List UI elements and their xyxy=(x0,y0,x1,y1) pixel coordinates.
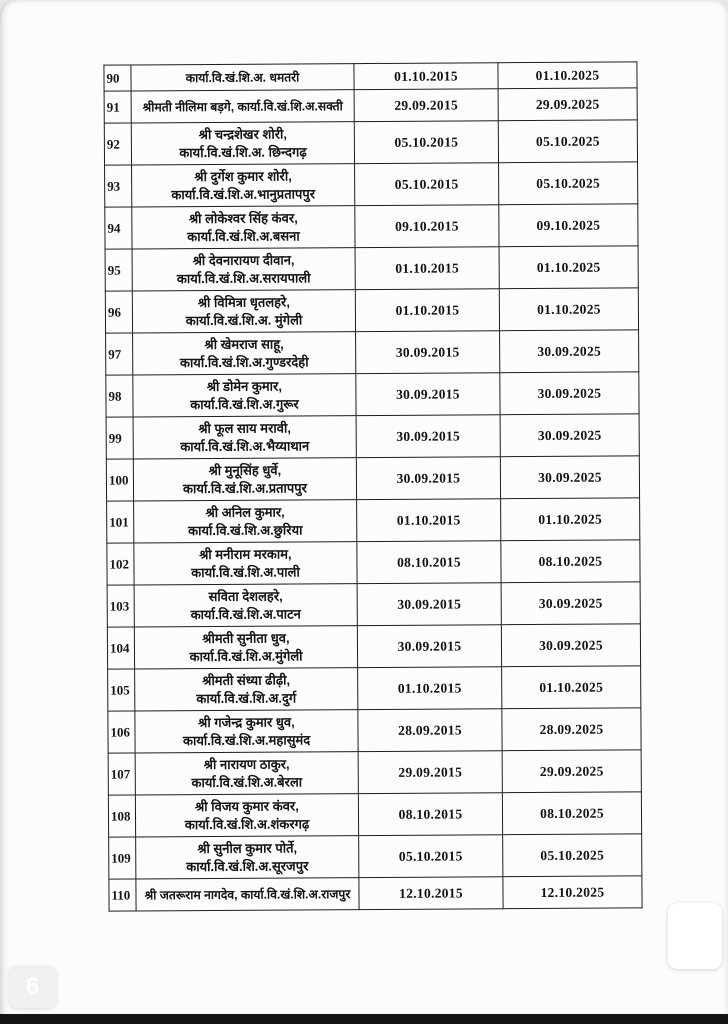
name-office-cell xyxy=(133,416,356,459)
name-office-cell xyxy=(134,500,357,543)
date-from-cell: 09.10.2015 xyxy=(355,205,499,248)
date-to-cell: 01.10.2025 xyxy=(501,498,640,541)
name-office-cell xyxy=(134,626,357,669)
name-line: श्री फूल साय मरावी, xyxy=(198,420,291,436)
date-to-cell: 01.10.2025 xyxy=(502,666,641,709)
name-line: श्री विजय कुमार कंवर, xyxy=(195,797,299,814)
serial-number-cell: 97 xyxy=(106,333,133,375)
scan-content xyxy=(103,61,642,911)
table-row xyxy=(109,876,642,911)
date-to-cell: 01.10.2025 xyxy=(498,62,637,89)
name-line: कार्या.वि.खं.शि.अ.दुर्ग xyxy=(196,689,297,706)
name-office-cell xyxy=(132,290,355,333)
serial-number-cell: 105 xyxy=(108,669,135,711)
name-line: सविता देशलहरे, xyxy=(208,588,283,604)
page-number-badge[interactable]: 6 xyxy=(9,966,56,1008)
serial-number-cell: 92 xyxy=(104,123,131,165)
name-line: श्री खेमराज साहू, xyxy=(204,336,284,352)
name-line: श्री चन्द्रशेखर शोरी, xyxy=(198,126,288,142)
date-from-cell: 01.10.2015 xyxy=(354,63,498,90)
date-from-cell: 30.09.2015 xyxy=(356,331,500,374)
serial-number-cell: 107 xyxy=(108,753,135,795)
table-row xyxy=(104,62,637,91)
date-to-cell: 30.09.2025 xyxy=(500,372,639,415)
date-to-cell: 30.09.2025 xyxy=(500,414,639,457)
date-to-cell: 05.10.2025 xyxy=(503,834,642,877)
date-from-cell: 28.09.2015 xyxy=(358,709,502,752)
name-office-cell xyxy=(136,878,359,911)
date-from-cell: 05.10.2015 xyxy=(354,121,498,164)
date-to-cell: 29.09.2025 xyxy=(502,750,641,793)
serial-number-cell: 102 xyxy=(107,543,134,585)
name-office-cell xyxy=(133,332,356,375)
table-row xyxy=(107,498,640,543)
date-from-cell: 30.09.2015 xyxy=(356,415,500,458)
date-to-cell: 12.10.2025 xyxy=(503,876,642,909)
name-office-cell xyxy=(134,542,357,585)
table-row xyxy=(106,372,639,417)
serial-number-cell: 101 xyxy=(107,501,134,543)
table-row xyxy=(104,88,637,123)
serial-number-cell: 100 xyxy=(106,459,133,501)
table-row xyxy=(107,540,640,585)
name-line: कार्या.वि.खं.शि.अ.बेरला xyxy=(191,773,303,790)
table-row xyxy=(104,120,637,165)
name-office-cell xyxy=(133,374,356,417)
name-office-cell xyxy=(134,584,357,627)
date-to-cell: 30.09.2025 xyxy=(500,330,639,373)
name-line: कार्या.वि.खं.शि.अ. मुंगेली xyxy=(185,311,303,328)
name-office-cell xyxy=(133,458,356,501)
bottom-bar xyxy=(0,1014,728,1024)
name-line: कार्या.वि.खं.शि.अ.गुरूर xyxy=(190,395,299,412)
name-line: कार्या.वि.खं.शि.अ.प्रतापपुर xyxy=(182,479,308,496)
name-line: श्री गजेन्द्र कुमार धुव, xyxy=(198,713,295,730)
name-office-cell xyxy=(131,64,354,91)
name-line: श्री नारायण ठाकुर, xyxy=(203,756,290,772)
table-row xyxy=(105,204,638,249)
name-line: कार्या.वि.खं.शि.अ. छिन्दगढ़ xyxy=(179,143,307,160)
date-to-cell: 05.10.2025 xyxy=(498,120,637,163)
serial-number-cell: 90 xyxy=(104,65,131,91)
table-row xyxy=(109,834,642,879)
serial-number-cell: 99 xyxy=(106,417,133,459)
serial-number-cell: 110 xyxy=(109,879,136,911)
name-line: श्री लोकेश्वर सिंह कंवर, xyxy=(188,209,298,226)
serial-number-cell: 103 xyxy=(107,585,134,627)
name-office-cell xyxy=(131,122,354,165)
date-to-cell: 01.10.2025 xyxy=(499,246,638,289)
table-row xyxy=(108,792,641,837)
name-office-cell xyxy=(132,248,355,291)
serial-number-cell: 96 xyxy=(105,291,132,333)
table-row xyxy=(108,666,641,711)
date-from-cell: 01.10.2015 xyxy=(355,289,499,332)
serial-number-cell: 106 xyxy=(108,711,135,753)
name-line: कार्या.वि.खं.शि.अ.बसना xyxy=(187,227,300,244)
date-from-cell: 30.09.2015 xyxy=(357,625,501,668)
serial-number-cell: 94 xyxy=(105,207,132,249)
date-from-cell: 12.10.2015 xyxy=(359,877,503,910)
date-from-cell: 30.09.2015 xyxy=(357,583,501,626)
name-line: कार्या.वि.खं.शि.अ.छुरिया xyxy=(188,521,303,538)
serial-number-cell: 108 xyxy=(108,795,135,837)
name-office-cell xyxy=(136,836,359,879)
name-line: श्री मुनूसिंह धुर्वे, xyxy=(208,462,282,478)
name-line: कार्या.वि.खं.शि.अ.सूरजपुर xyxy=(186,857,309,874)
name-line: श्री दुर्गेश कुमार शोरी, xyxy=(194,167,292,184)
name-office-cell xyxy=(132,164,355,207)
table-row xyxy=(106,330,639,375)
officer-table-body xyxy=(104,62,642,911)
table-row xyxy=(108,708,641,753)
officer-table xyxy=(103,61,642,911)
serial-number-cell: 109 xyxy=(109,837,136,879)
name-line: कार्या.वि.खं.शि.अ.पाटन xyxy=(190,605,301,622)
name-office-cell xyxy=(131,90,354,123)
date-to-cell: 08.10.2025 xyxy=(502,792,641,835)
name-line: कार्या.वि.खं.शि.अ.भैय्याथान xyxy=(180,437,310,454)
table-row xyxy=(105,288,638,333)
date-from-cell: 29.09.2015 xyxy=(354,89,498,122)
name-line: श्री जतरूराम नागदेव, कार्या.वि.खं.शि.अ.राजपुर xyxy=(144,886,351,902)
table-row xyxy=(105,162,638,207)
date-to-cell: 30.09.2025 xyxy=(500,456,639,499)
name-office-cell xyxy=(135,794,358,837)
date-to-cell: 08.10.2025 xyxy=(501,540,640,583)
serial-number-cell: 95 xyxy=(105,249,132,291)
date-to-cell: 29.09.2025 xyxy=(498,88,637,121)
name-line: कार्या.वि.खं.शि.अ.महासुमंद xyxy=(182,731,311,748)
date-to-cell: 30.09.2025 xyxy=(501,582,640,625)
serial-number-cell: 98 xyxy=(106,375,133,417)
name-line: श्रीमती सुनीता धुव, xyxy=(202,630,290,646)
table-row xyxy=(107,624,640,669)
date-to-cell: 28.09.2025 xyxy=(502,708,641,751)
date-from-cell: 30.09.2015 xyxy=(356,373,500,416)
date-from-cell: 01.10.2015 xyxy=(357,499,501,542)
table-row xyxy=(105,246,638,291)
table-row xyxy=(108,750,641,795)
date-from-cell: 08.10.2015 xyxy=(358,793,502,836)
date-from-cell: 01.10.2015 xyxy=(358,667,502,710)
name-office-cell xyxy=(135,752,358,795)
scroll-handle-button[interactable] xyxy=(668,903,722,969)
name-line: कार्या.वि.खं.शि.अ.शंकरगढ़ xyxy=(184,815,310,832)
table-row xyxy=(106,414,639,459)
date-from-cell: 29.09.2015 xyxy=(358,751,502,794)
date-from-cell: 01.10.2015 xyxy=(355,247,499,290)
table-row xyxy=(106,456,639,501)
name-line: श्री मनीराम मरकाम, xyxy=(199,545,292,562)
name-line: श्रीमती संध्या ढीढ़ी, xyxy=(202,672,291,688)
date-from-cell: 30.09.2015 xyxy=(356,457,500,500)
name-line: श्री डोमेन कुमार, xyxy=(206,378,283,394)
name-line: श्रीमती नीलिमा बड़गे, कार्या.वि.खं.शि.अ.सक्ती xyxy=(142,98,343,114)
name-office-cell xyxy=(132,206,355,249)
name-line: कार्या.वि.खं.शि.अ. धमतरी xyxy=(185,69,300,85)
serial-number-cell: 104 xyxy=(107,627,134,669)
serial-number-cell: 93 xyxy=(105,165,132,207)
name-line: कार्या.वि.खं.शि.अ.सरायपाली xyxy=(176,269,311,286)
date-from-cell: 05.10.2015 xyxy=(359,835,503,878)
name-line: श्री देवनारायण दीवान, xyxy=(192,251,295,268)
name-line: कार्या.वि.खं.शि.अ.भानुप्रतापपुर xyxy=(171,185,316,202)
table-row xyxy=(107,582,640,627)
name-line: श्री सुनील कुमार पोर्ते, xyxy=(197,839,298,856)
date-to-cell: 09.10.2025 xyxy=(499,204,638,247)
date-to-cell: 30.09.2025 xyxy=(501,624,640,667)
date-from-cell: 08.10.2015 xyxy=(357,541,501,584)
name-line: कार्या.वि.खं.शि.अ.मुंगेली xyxy=(189,647,303,664)
name-line: कार्या.वि.खं.शि.अ.पाली xyxy=(191,563,300,580)
date-from-cell: 05.10.2015 xyxy=(355,163,499,206)
name-line: श्री अनिल कुमार, xyxy=(205,504,285,520)
name-line: कार्या.वि.खं.शि.अ.गुण्डरदेही xyxy=(179,353,309,370)
name-office-cell xyxy=(135,710,358,753)
name-office-cell xyxy=(135,668,358,711)
name-line: श्री विमित्रा धृतलहरे, xyxy=(197,294,290,310)
date-to-cell: 05.10.2025 xyxy=(499,162,638,205)
date-to-cell: 01.10.2025 xyxy=(499,288,638,331)
serial-number-cell: 91 xyxy=(104,91,131,123)
